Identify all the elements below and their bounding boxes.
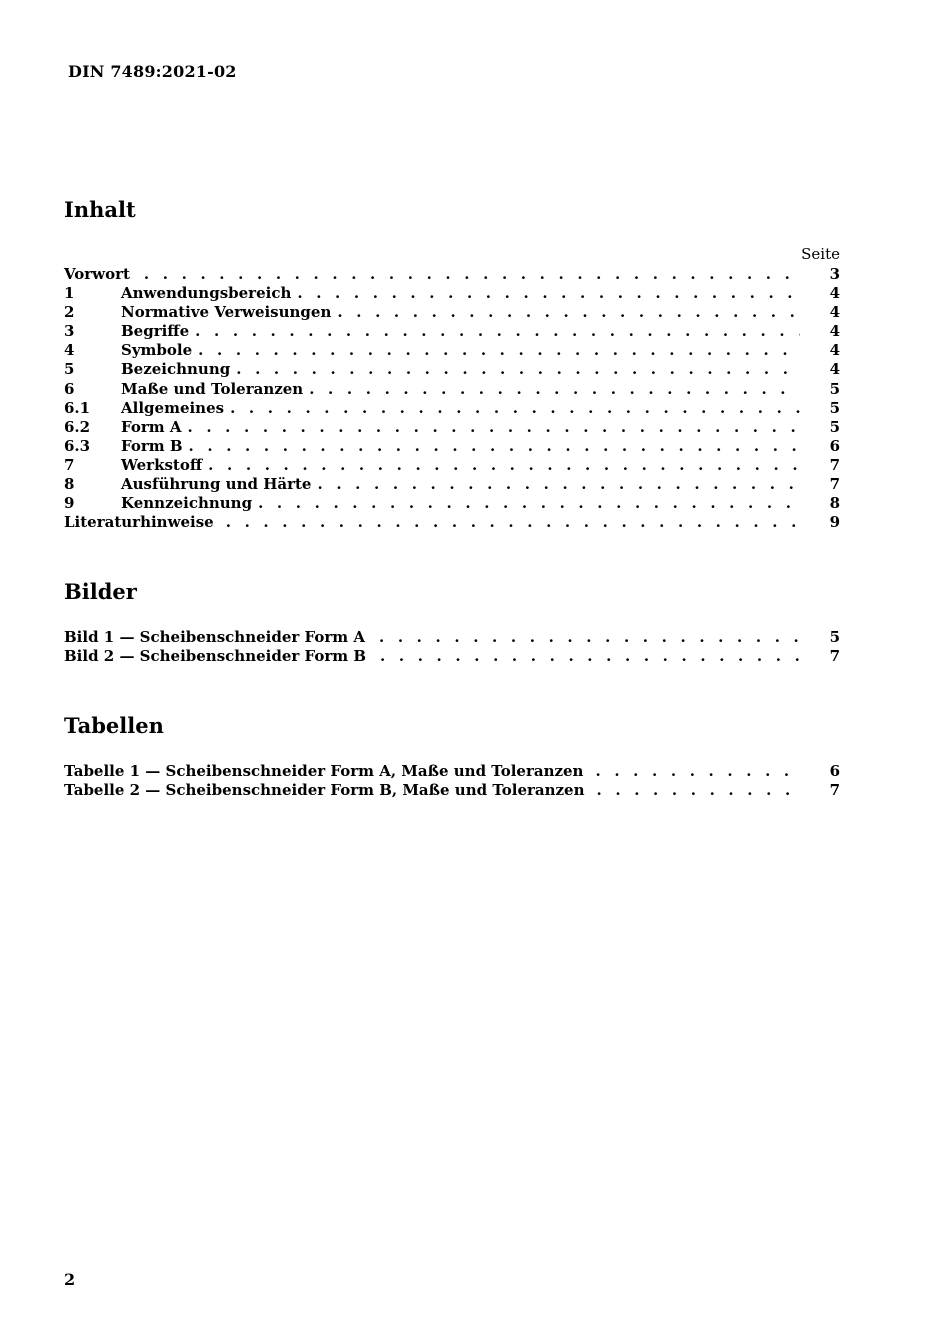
dot-leader — [195, 322, 800, 341]
toc-entry[interactable] — [64, 494, 840, 513]
toc-entry-page: 8 — [829, 494, 840, 513]
toc-entry[interactable] — [64, 284, 840, 303]
toc-entry-title: Normative Verweisungen — [121, 303, 332, 322]
toc-entry-number: 6.1 — [64, 398, 91, 417]
toc-entry-page: 3 — [829, 265, 840, 283]
table-entry-page: 7 — [829, 781, 840, 800]
toc-entry[interactable] — [64, 456, 840, 475]
page-number: 2 — [64, 1270, 76, 1289]
toc-entry[interactable] — [64, 322, 840, 341]
toc-entry-number: 5 — [64, 360, 75, 379]
toc-entry-number: 6.3 — [64, 436, 91, 455]
table-entry-page: 6 — [829, 762, 840, 780]
figure-entry-title: Bild 1 — Scheibenschneider Form A — [64, 628, 365, 646]
document-id: DIN 7489:2021-02 — [68, 62, 237, 81]
tables-heading: Tabellen — [64, 713, 164, 738]
dot-leader — [144, 265, 800, 284]
toc-entry[interactable] — [64, 380, 840, 399]
toc-entry-page: 7 — [829, 475, 840, 494]
dot-leader — [379, 628, 800, 647]
contents-heading: Inhalt — [64, 197, 136, 222]
dot-leader — [189, 437, 800, 456]
toc-entry-number: 6 — [64, 379, 75, 398]
page-column-label: Seite — [801, 245, 840, 263]
toc-entry-page: 4 — [829, 322, 840, 341]
dot-leader — [208, 456, 800, 475]
table-entry-title: Tabelle 1 — Scheibenschneider Form A, Maße und Toleranzen — [64, 762, 584, 780]
table-entry[interactable] — [64, 781, 840, 800]
figure-entry-title: Bild 2 — Scheibenschneider Form B — [64, 647, 367, 666]
toc-entry-title: Symbole — [121, 341, 193, 360]
toc-entry-number: 7 — [64, 455, 75, 474]
toc-entry[interactable] — [64, 303, 840, 322]
toc-entry-page: 5 — [829, 379, 840, 398]
toc-entry[interactable] — [64, 513, 840, 532]
toc-entry[interactable] — [64, 418, 840, 437]
toc-entry-number: 4 — [64, 341, 75, 360]
toc-entry-title: Anwendungsbereich — [121, 284, 292, 303]
toc-entry-title: Bezeichnung — [121, 360, 231, 379]
toc-entry-page: 5 — [829, 398, 840, 417]
toc-entry-number: 8 — [64, 475, 75, 494]
dot-leader — [198, 341, 800, 360]
toc-entry[interactable] — [64, 475, 840, 494]
toc-entry-title: Begriffe — [121, 322, 190, 341]
dot-leader — [380, 647, 800, 666]
dot-leader — [236, 360, 800, 379]
toc-entry-number: 2 — [64, 303, 75, 322]
dot-leader — [226, 513, 800, 532]
toc-entry-title: Literaturhinweise — [64, 513, 214, 532]
figure-entry-page: 5 — [829, 628, 840, 646]
dot-leader — [187, 418, 800, 437]
dot-leader — [309, 380, 800, 399]
toc-entry-number: 1 — [64, 284, 75, 303]
toc-entry-page: 4 — [829, 303, 840, 322]
figure-entry-page: 7 — [829, 647, 840, 666]
toc-entry-page: 6 — [829, 436, 840, 455]
dot-leader — [230, 399, 800, 418]
table-entry-title: Tabelle 2 — Scheibenschneider Form B, Maße und Toleranzen — [64, 781, 585, 800]
toc-entry-title: Form A — [121, 417, 182, 436]
toc-entry-title: Ausführung und Härte — [121, 475, 312, 494]
figures-list — [64, 628, 840, 666]
tables-list — [64, 762, 840, 800]
toc-entry-number: 3 — [64, 322, 75, 341]
toc-entry[interactable] — [64, 437, 840, 456]
toc-entry[interactable] — [64, 265, 840, 284]
toc-entry-title: Vorwort — [64, 265, 130, 283]
toc-entry-page: 5 — [829, 417, 840, 436]
dot-leader — [317, 475, 800, 494]
toc-entry-page: 4 — [829, 284, 840, 303]
toc-entry-title: Kennzeichnung — [121, 494, 253, 513]
dot-leader — [597, 781, 800, 800]
toc-entry-title: Maße und Toleranzen — [121, 379, 304, 398]
toc-entry-number: 6.2 — [64, 417, 91, 436]
toc-entry-title: Form B — [121, 436, 183, 455]
figure-entry[interactable] — [64, 628, 840, 647]
toc-entry-page: 9 — [829, 513, 840, 532]
dot-leader — [258, 494, 800, 513]
figures-heading: Bilder — [64, 579, 137, 604]
toc-entry-title: Werkstoff — [121, 455, 203, 474]
toc-entry[interactable] — [64, 341, 840, 360]
toc-entry-title: Allgemeines — [121, 398, 225, 417]
figure-entry[interactable] — [64, 647, 840, 666]
toc-entry[interactable] — [64, 360, 840, 379]
toc-entry-page: 4 — [829, 360, 840, 379]
dot-leader — [297, 284, 800, 303]
toc-entry-page: 4 — [829, 341, 840, 360]
dot-leader — [337, 303, 800, 322]
contents-list — [64, 265, 840, 532]
toc-entry[interactable] — [64, 399, 840, 418]
toc-entry-number: 9 — [64, 494, 75, 513]
toc-entry-page: 7 — [829, 455, 840, 474]
table-entry[interactable] — [64, 762, 840, 781]
dot-leader — [595, 762, 800, 781]
